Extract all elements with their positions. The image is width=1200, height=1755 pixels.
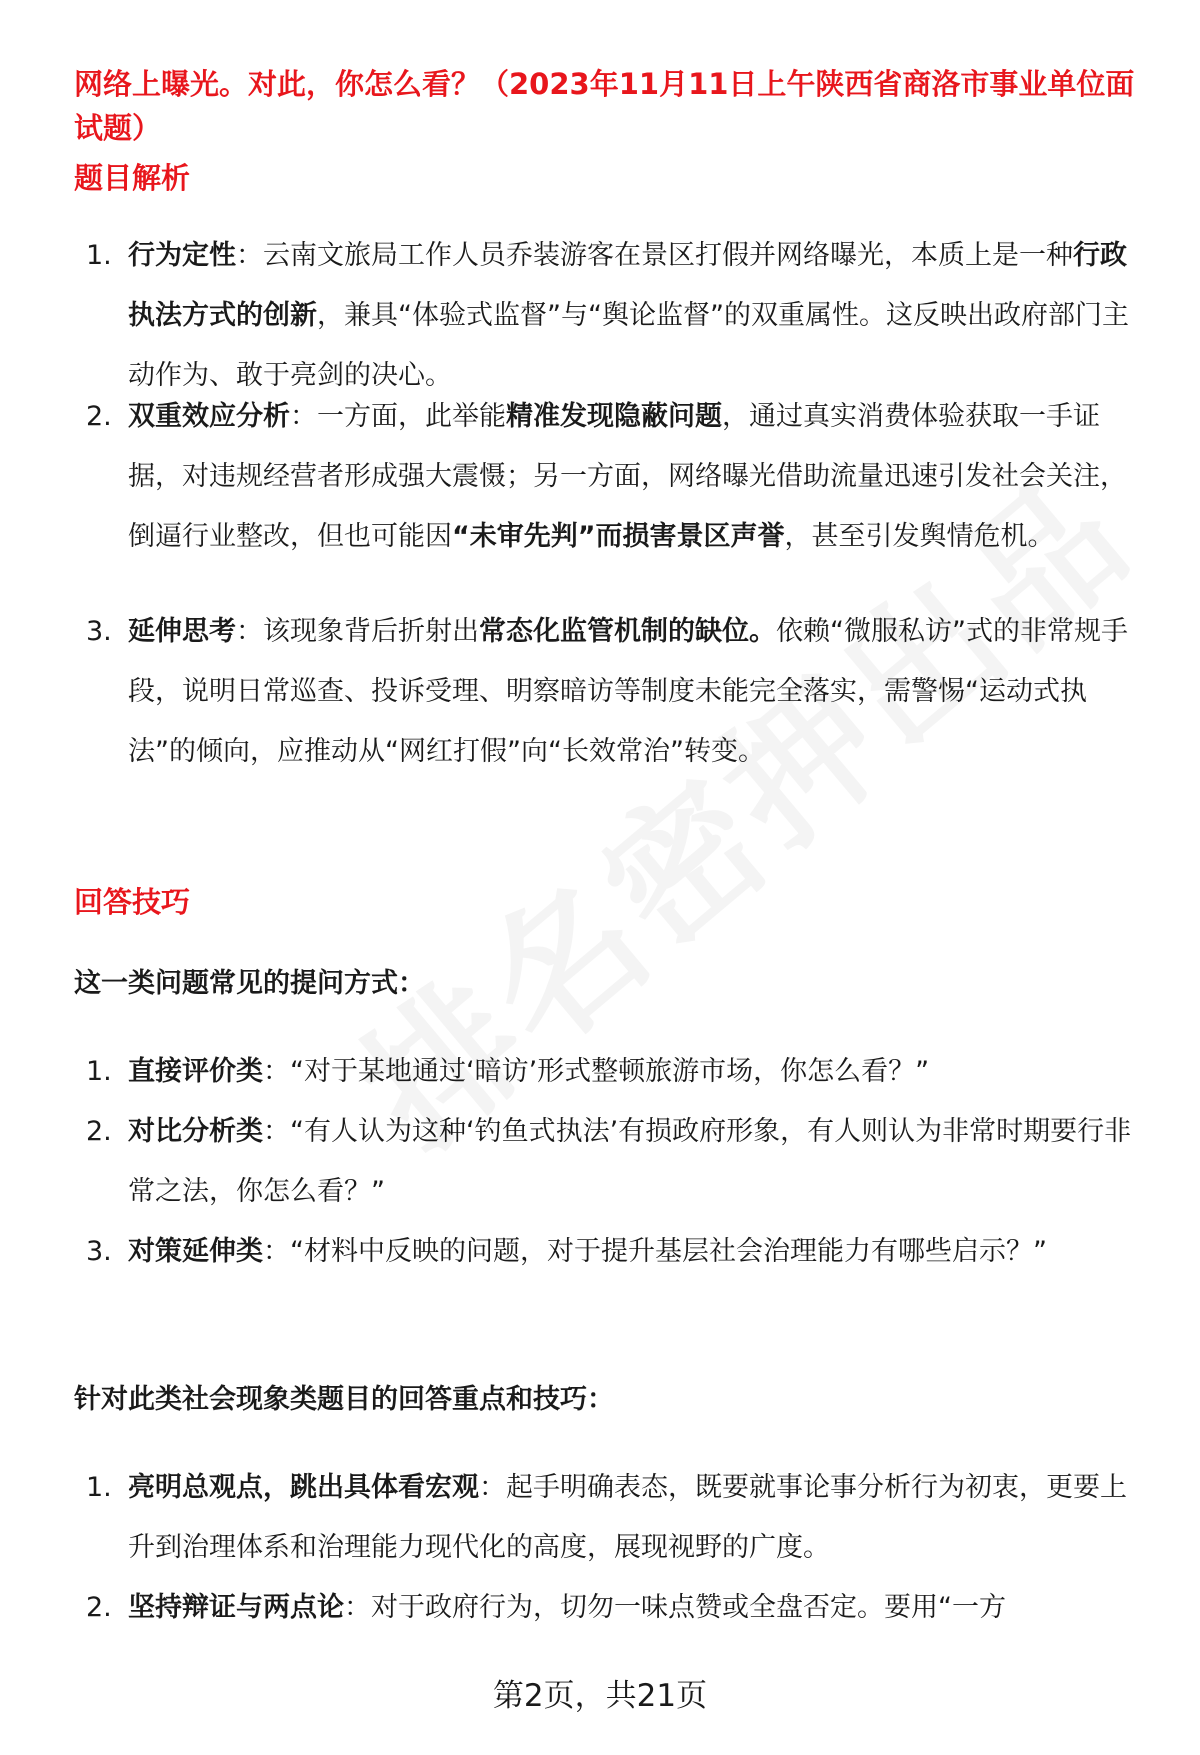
item-bold-text: 常态化监管机制的缺位。 [479,616,776,647]
list-number: 1. [86,1472,112,1503]
item-text: ：对于政府行为，切勿一味点赞或全盘否定。要用“一方 [344,1592,1006,1623]
item-bold-label: 双重效应分析 [128,401,290,432]
page-title: 网络上曝光。对此，你怎么看？（2023年11月11日上午陕西省商洛市事业单位面试题） [74,67,1135,145]
item-text: 依赖“微服私访”式的非常规手段，说明日常巡查、投诉受理、明察暗访等制度未能完全落实，需警惕“运动式执法”的倾向，应推动从“网红打假”向“长效常治”转变。 [128,616,1128,767]
list-number: 3. [86,616,112,647]
item-text: ：“材料中反映的问题，对于提升基层社会治理能力有哪些启示？” [263,1236,1047,1267]
list-item [74,602,1146,782]
item-text: ，甚至引发舆情危机。 [784,521,1055,552]
item-bold-label: 亮明总观点，跳出具体看宏观 [128,1472,479,1503]
item-bold-text: 行政执法方式的创新 [128,240,1127,331]
item-bold-label: 行为定性 [128,240,236,271]
list-number: 2. [86,1592,112,1623]
item-bold-text: “未审先判”而损害景区声誉 [452,521,785,552]
list-number: 1. [86,240,112,271]
subheading-question-types: 这一类问题常见的提问方式： [74,968,425,999]
subheading-answer-tips: 针对此类社会现象类题目的回答重点和技巧： [74,1384,614,1415]
list-item [74,1042,1146,1102]
item-bold-label: 对比分析类 [128,1116,263,1147]
item-bold-label: 延伸思考 [128,616,236,647]
item-text: ，通过真实消费体验获取一手证据，对违规经营者形成强大震慑；另一方面，网络曝光借助流量迅速引发社会关注，倒逼行业整改，但也可能因 [128,401,1127,552]
list-item [74,387,1146,567]
item-bold-text: 精准发现隐蔽问题 [506,401,722,432]
section-heading-tips: 回答技巧 [74,885,191,919]
item-text: ：云南文旅局工作人员乔装游客在景区打假并网络曝光，本质上是一种 [236,240,1073,271]
list-item [74,226,1146,406]
item-text: ：该现象背后折射出 [236,616,479,647]
section-heading-analysis: 题目解析 [74,161,191,195]
list-item [74,1102,1146,1222]
item-text: ：“对于某地通过‘暗访’形式整顿旅游市场，你怎么看？” [263,1056,930,1087]
list-number: 3. [86,1236,112,1267]
item-bold-label: 直接评价类 [128,1056,263,1087]
list-item [74,1222,1146,1282]
item-text: ，兼具“体验式监督”与“舆论监督”的双重属性。这反映出政府部门主动作为、敢于亮剑的决心。 [128,300,1129,391]
item-text: ：起手明确表态，既要就事论事分析行为初衷，更要上升到治理体系和治理能力现代化的高度，展现视野的广度。 [128,1472,1127,1563]
list-number: 2. [86,401,112,432]
list-item [74,1578,1146,1638]
page-footer: 第2页，共21页 [492,1678,708,1714]
item-bold-label: 坚持辩证与两点论 [128,1592,344,1623]
item-text: ：一方面，此举能 [290,401,506,432]
item-text: ：“有人认为这种‘钓鱼式执法’有损政府形象，有人则认为非常时期要行非常之法，你怎么看？” [128,1116,1132,1207]
list-number: 2. [86,1116,112,1147]
list-number: 1. [86,1056,112,1087]
item-bold-label: 对策延伸类 [128,1236,263,1267]
list-item [74,1458,1146,1578]
